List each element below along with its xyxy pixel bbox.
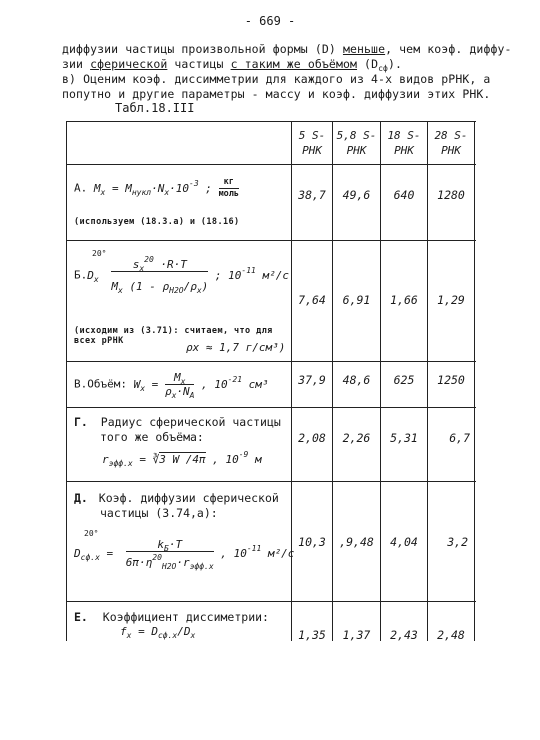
row-g-formula: $r_{эфф.x}$ = ∛3 W /4π , $10^{-9}$ м bbox=[102, 450, 262, 468]
value-cell: 2,08 bbox=[298, 431, 326, 445]
row-label: В.Объём: bbox=[74, 377, 127, 391]
row-v-formula: В.Объём: $W_x$ = $\frac{M_x}{\rho_x\cdot N_A}$ , $10^{-21}$ см³ bbox=[74, 371, 269, 400]
row-label: Е. bbox=[74, 610, 88, 624]
text-span: ). bbox=[387, 57, 403, 71]
row-b-note-2: ρx ≈ 1,7 г/см³) bbox=[186, 341, 286, 354]
value-cell: 1,35 bbox=[298, 628, 326, 642]
value-cell: 2,43 bbox=[390, 628, 418, 642]
value-cell: 625 bbox=[393, 373, 415, 387]
text-span: , чем коэф. диффу- bbox=[385, 42, 512, 56]
row-e-title bbox=[74, 610, 284, 624]
value-cell: 1,66 bbox=[390, 293, 418, 307]
value-cell: 6,91 bbox=[342, 293, 371, 307]
row-title: Коэффициент диссиметрии: bbox=[102, 610, 269, 624]
intro-line-4: попутно и другие параметры - массу и коэф. диффузии этих РНК. bbox=[62, 87, 491, 101]
value-cell: 3,2 bbox=[447, 535, 468, 549]
intro-line-2 bbox=[62, 57, 402, 71]
row-a-note: (используем (18.3.а) и (18.16) bbox=[74, 217, 240, 227]
row-e-formula: $f_x = D_{сф.x}/D_x$ bbox=[120, 625, 196, 640]
table-rule bbox=[66, 601, 476, 602]
value-cell: 1280 bbox=[437, 188, 465, 202]
underlined-word: сферической bbox=[90, 57, 168, 71]
row-g-title-2: того же объёма: bbox=[100, 430, 204, 444]
table-rule bbox=[474, 121, 475, 641]
row-g-title bbox=[74, 415, 284, 429]
table-rule bbox=[66, 121, 67, 641]
value-cell: 38,7 bbox=[298, 188, 326, 202]
value-cell: 48,6 bbox=[342, 373, 371, 387]
row-title: Радиус сферической частицы bbox=[100, 415, 281, 429]
column-header-5-8s: 5,8 S- РНК bbox=[336, 129, 377, 157]
row-d-title-2: частицы (3.74,а): bbox=[100, 506, 218, 520]
row-b-formula: 20° $Б.D_x$ $\frac{s_x^{20} \cdot R\cdot T}{M_x (1 - \rho_{H2O}/\rho_x)}$ ; $10^{-11}$ м²/с bbox=[74, 249, 289, 295]
value-cell: 5,31 bbox=[390, 431, 418, 445]
value-cell: 1250 bbox=[437, 373, 465, 387]
row-d-title bbox=[74, 491, 284, 505]
row-title: Коэф. диффузии сферической bbox=[98, 491, 279, 505]
row-label: Д. bbox=[74, 491, 88, 505]
row-label: А. bbox=[74, 181, 88, 195]
underlined-word: меньше bbox=[342, 42, 386, 56]
value-cell: 7,64 bbox=[298, 293, 326, 307]
text-span: зии bbox=[62, 57, 91, 71]
value-cell: 10,3 bbox=[298, 535, 326, 549]
intro-line-1 bbox=[62, 42, 512, 56]
text-span: (D bbox=[357, 57, 379, 71]
value-cell: 2,48 bbox=[437, 628, 465, 642]
value-cell: 6,7 bbox=[449, 431, 470, 445]
text-span: диффузии частицы произвольной формы (D) bbox=[62, 42, 343, 56]
row-a-formula: А. $M_x = M_{нукл}\cdot N_x\cdot 10^{-3}$ ; кг моль bbox=[74, 177, 240, 199]
value-cell: 1,37 bbox=[342, 628, 371, 642]
row-b-note: (исходим из (3.71): считаем, что для всех рРНК bbox=[74, 326, 273, 346]
data-table bbox=[66, 121, 476, 641]
value-cell: 37,9 bbox=[298, 373, 326, 387]
table-rule bbox=[66, 407, 476, 408]
table-rule bbox=[66, 121, 476, 122]
page-number: - 669 - bbox=[244, 14, 296, 28]
row-d-formula: 20° $D_{сф.x}$ = $k_Б\cdot T$ $6\pi\cdot\eta^{20}_{H2O}\cdot r_{эфф.x}$ , $10^{-11}$ м²/с bbox=[74, 529, 295, 571]
subscript: сф bbox=[378, 64, 388, 73]
row-label: Б. bbox=[74, 268, 88, 282]
column-header-18s: 18 S- РНК bbox=[387, 129, 421, 157]
value-cell: 49,6 bbox=[342, 188, 371, 202]
value-cell: 1,29 bbox=[437, 293, 465, 307]
table-rule bbox=[66, 164, 476, 165]
table-rule bbox=[66, 481, 476, 482]
row-label: Г. bbox=[74, 415, 88, 429]
underlined-phrase: с таким же объёмом bbox=[230, 57, 358, 71]
column-header-28s: 28 S- РНК bbox=[434, 129, 468, 157]
value-cell: 640 bbox=[393, 188, 415, 202]
value-cell: 2,26 bbox=[342, 431, 371, 445]
value-cell: ,9,48 bbox=[339, 535, 374, 549]
text-span: частицы bbox=[167, 57, 231, 71]
intro-line-3: в) Оценим коэф. диссимметрии для каждого из 4-х видов рРНК, а bbox=[62, 72, 491, 86]
column-header-5s: 5 S- РНК bbox=[298, 129, 326, 157]
value-cell: 4,04 bbox=[390, 535, 418, 549]
table-rule bbox=[66, 240, 476, 241]
table-rule bbox=[66, 361, 476, 362]
table-caption: Табл.18.III bbox=[115, 101, 195, 115]
